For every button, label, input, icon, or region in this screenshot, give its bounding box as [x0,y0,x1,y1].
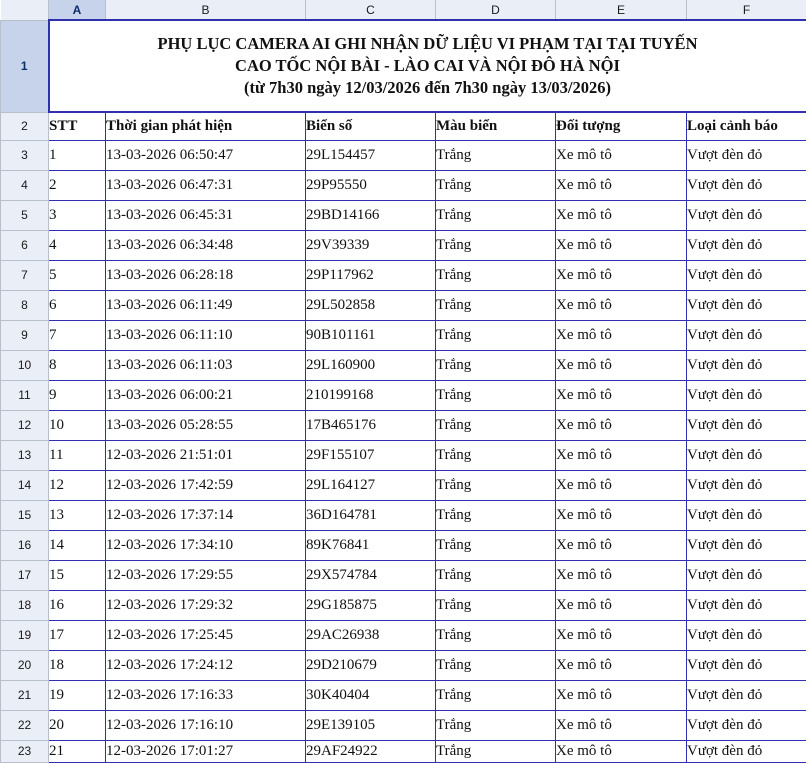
table-row[interactable] [1,230,806,260]
table-header-row[interactable] [1,112,806,140]
column-header-e[interactable]: E [556,0,687,20]
cell-stt[interactable]: 20 [49,710,106,740]
table-row[interactable] [1,590,806,620]
cell-plate-number[interactable]: 29F155107 [306,440,436,470]
cell-object[interactable]: Xe mô tô [556,560,687,590]
cell-stt[interactable]: 17 [49,620,106,650]
column-label-warning-type[interactable]: Loại cảnh báo [687,112,806,140]
cell-plate-number[interactable]: 29L154457 [306,140,436,170]
row-header-14[interactable]: 14 [1,470,49,500]
cell-stt[interactable]: 6 [49,290,106,320]
title-line-3: (từ 7h30 ngày 12/03/2026 đến 7h30 ngày 13/03/2026) [54,77,802,99]
cell-object[interactable]: Xe mô tô [556,230,687,260]
cell-stt[interactable]: 5 [49,260,106,290]
cell-stt[interactable]: 4 [49,230,106,260]
cell-stt[interactable]: 12 [49,470,106,500]
column-header-d[interactable]: D [436,0,556,20]
cell-plate-number[interactable]: 29BD14166 [306,200,436,230]
row-header-5[interactable]: 5 [1,200,49,230]
cell-object[interactable]: Xe mô tô [556,410,687,440]
cell-warning-type[interactable]: Vượt đèn đỏ [687,290,806,320]
column-label-detection-time[interactable]: Thời gian phát hiện [106,112,306,140]
row-header-13[interactable]: 13 [1,440,49,470]
cell-detection-time[interactable]: 12-03-2026 21:51:01 [106,440,306,470]
cell-stt[interactable]: 18 [49,650,106,680]
table-row[interactable] [1,20,806,112]
cell-plate-color[interactable]: Trắng [436,680,556,710]
cell-plate-color[interactable]: Trắng [436,290,556,320]
row-header-8[interactable]: 8 [1,290,49,320]
report-title[interactable] [49,20,806,112]
table-row[interactable] [1,350,806,380]
cell-warning-type[interactable]: Vượt đèn đỏ [687,740,806,762]
cell-stt[interactable]: 15 [49,560,106,590]
table-row[interactable] [1,260,806,290]
cell-plate-number[interactable]: 29P95550 [306,170,436,200]
cell-stt[interactable]: 11 [49,440,106,470]
cell-detection-time[interactable]: 12-03-2026 17:01:27 [106,740,306,762]
cell-detection-time[interactable]: 12-03-2026 17:29:55 [106,560,306,590]
cell-stt[interactable]: 13 [49,500,106,530]
cell-plate-number[interactable]: 29L160900 [306,350,436,380]
cell-warning-type[interactable]: Vượt đèn đỏ [687,440,806,470]
row-header-12[interactable]: 12 [1,410,49,440]
table-row[interactable] [1,440,806,470]
cell-object[interactable]: Xe mô tô [556,650,687,680]
cell-detection-time[interactable]: 12-03-2026 17:24:12 [106,650,306,680]
cell-plate-number[interactable]: 29P117962 [306,260,436,290]
cell-plate-number[interactable]: 210199168 [306,380,436,410]
cell-warning-type[interactable]: Vượt đèn đỏ [687,350,806,380]
column-header-a[interactable]: A [49,0,106,20]
cell-warning-type[interactable]: Vượt đèn đỏ [687,230,806,260]
table-row[interactable] [1,470,806,500]
cell-object[interactable]: Xe mô tô [556,440,687,470]
cell-plate-color[interactable]: Trắng [436,350,556,380]
cell-stt[interactable]: 14 [49,530,106,560]
column-label-object[interactable]: Đối tượng [556,112,687,140]
row-header-7[interactable]: 7 [1,260,49,290]
cell-warning-type[interactable]: Vượt đèn đỏ [687,650,806,680]
cell-plate-number[interactable]: 29V39339 [306,230,436,260]
cell-plate-color[interactable]: Trắng [436,560,556,590]
cell-plate-number[interactable]: 17B465176 [306,410,436,440]
cell-object[interactable]: Xe mô tô [556,590,687,620]
cell-object[interactable]: Xe mô tô [556,200,687,230]
cell-detection-time[interactable]: 13-03-2026 05:28:55 [106,410,306,440]
column-label-stt[interactable]: STT [49,112,106,140]
column-header-b[interactable]: B [106,0,306,20]
cell-plate-color[interactable]: Trắng [436,440,556,470]
cell-object[interactable]: Xe mô tô [556,740,687,762]
cell-object[interactable]: Xe mô tô [556,170,687,200]
cell-detection-time[interactable]: 12-03-2026 17:42:59 [106,470,306,500]
cell-detection-time[interactable]: 13-03-2026 06:34:48 [106,230,306,260]
table-row[interactable] [1,500,806,530]
cell-plate-number[interactable]: 29L502858 [306,290,436,320]
cell-plate-number[interactable]: 29L164127 [306,470,436,500]
cell-detection-time[interactable]: 13-03-2026 06:45:31 [106,200,306,230]
column-header-f[interactable]: F [687,0,806,20]
cell-detection-time[interactable]: 13-03-2026 06:11:49 [106,290,306,320]
table-row[interactable] [1,740,806,762]
cell-plate-color[interactable]: Trắng [436,650,556,680]
cell-warning-type[interactable]: Vượt đèn đỏ [687,530,806,560]
cell-warning-type[interactable]: Vượt đèn đỏ [687,560,806,590]
row-header-3[interactable]: 3 [1,140,49,170]
cell-warning-type[interactable]: Vượt đèn đỏ [687,620,806,650]
cell-plate-number[interactable]: 30K40404 [306,680,436,710]
cell-detection-time[interactable]: 13-03-2026 06:11:10 [106,320,306,350]
cell-plate-number[interactable]: 29G185875 [306,590,436,620]
cell-stt[interactable]: 3 [49,200,106,230]
table-row[interactable] [1,200,806,230]
cell-plate-color[interactable]: Trắng [436,320,556,350]
row-header-18[interactable]: 18 [1,590,49,620]
cell-detection-time[interactable]: 13-03-2026 06:00:21 [106,380,306,410]
row-header-4[interactable]: 4 [1,170,49,200]
cell-plate-color[interactable]: Trắng [436,470,556,500]
cell-detection-time[interactable]: 12-03-2026 17:16:10 [106,710,306,740]
row-header-16[interactable]: 16 [1,530,49,560]
cell-plate-color[interactable]: Trắng [436,200,556,230]
cell-plate-number[interactable]: 29E139105 [306,710,436,740]
cell-warning-type[interactable]: Vượt đèn đỏ [687,410,806,440]
cell-stt[interactable]: 7 [49,320,106,350]
cell-stt[interactable]: 1 [49,140,106,170]
cell-detection-time[interactable]: 12-03-2026 17:29:32 [106,590,306,620]
row-header-15[interactable]: 15 [1,500,49,530]
table-row[interactable] [1,320,806,350]
cell-plate-number[interactable]: 29AC26938 [306,620,436,650]
cell-plate-number[interactable]: 90B101161 [306,320,436,350]
cell-detection-time[interactable]: 13-03-2026 06:28:18 [106,260,306,290]
cell-plate-color[interactable]: Trắng [436,170,556,200]
cell-object[interactable]: Xe mô tô [556,470,687,500]
cell-warning-type[interactable]: Vượt đèn đỏ [687,320,806,350]
table-row[interactable] [1,650,806,680]
row-header-17[interactable]: 17 [1,560,49,590]
table-row[interactable] [1,680,806,710]
cell-stt[interactable]: 10 [49,410,106,440]
cell-warning-type[interactable]: Vượt đèn đỏ [687,260,806,290]
row-header-10[interactable]: 10 [1,350,49,380]
cell-detection-time[interactable]: 13-03-2026 06:11:03 [106,350,306,380]
cell-plate-number[interactable]: 29D210679 [306,650,436,680]
column-header-row [1,0,806,20]
cell-plate-color[interactable]: Trắng [436,260,556,290]
cell-warning-type[interactable]: Vượt đèn đỏ [687,200,806,230]
cell-object[interactable]: Xe mô tô [556,620,687,650]
table-row[interactable] [1,380,806,410]
table-row[interactable] [1,140,806,170]
cell-object[interactable]: Xe mô tô [556,680,687,710]
cell-detection-time[interactable]: 13-03-2026 06:47:31 [106,170,306,200]
cell-detection-time[interactable]: 12-03-2026 17:37:14 [106,500,306,530]
cell-warning-type[interactable]: Vượt đèn đỏ [687,470,806,500]
column-label-plate-number[interactable]: Biển số [306,112,436,140]
cell-stt[interactable]: 2 [49,170,106,200]
cell-plate-color[interactable]: Trắng [436,590,556,620]
cell-object[interactable]: Xe mô tô [556,380,687,410]
cell-warning-type[interactable]: Vượt đèn đỏ [687,380,806,410]
cell-detection-time[interactable]: 12-03-2026 17:34:10 [106,530,306,560]
cell-warning-type[interactable]: Vượt đèn đỏ [687,170,806,200]
cell-detection-time[interactable]: 13-03-2026 06:50:47 [106,140,306,170]
table-row[interactable] [1,410,806,440]
table-row[interactable] [1,290,806,320]
cell-warning-type[interactable]: Vượt đèn đỏ [687,500,806,530]
cell-object[interactable]: Xe mô tô [556,500,687,530]
cell-object[interactable]: Xe mô tô [556,530,687,560]
row-header-20[interactable]: 20 [1,650,49,680]
cell-plate-color[interactable]: Trắng [436,740,556,762]
cell-plate-color[interactable]: Trắng [436,380,556,410]
row-header-1[interactable]: 1 [1,20,49,112]
column-label-plate-color[interactable]: Màu biển [436,112,556,140]
table-row[interactable] [1,620,806,650]
row-header-2[interactable]: 2 [1,112,49,140]
title-line-1: PHỤ LỤC CAMERA AI GHI NHẬN DỮ LIỆU VI PHẠM TẠI TẠI TUYẾN [54,33,802,55]
cell-plate-number[interactable]: 29AF24922 [306,740,436,762]
cell-object[interactable]: Xe mô tô [556,260,687,290]
row-header-6[interactable]: 6 [1,230,49,260]
cell-plate-color[interactable]: Trắng [436,530,556,560]
table-row[interactable] [1,560,806,590]
cell-detection-time[interactable]: 12-03-2026 17:25:45 [106,620,306,650]
row-header-11[interactable]: 11 [1,380,49,410]
cell-warning-type[interactable]: Vượt đèn đỏ [687,590,806,620]
table-row[interactable] [1,170,806,200]
table-row[interactable] [1,530,806,560]
table-row[interactable] [1,710,806,740]
row-header-23[interactable]: 23 [1,740,49,762]
cell-stt[interactable]: 19 [49,680,106,710]
cell-object[interactable]: Xe mô tô [556,140,687,170]
cell-stt[interactable]: 8 [49,350,106,380]
title-line-2: CAO TỐC NỘI BÀI - LÀO CAI VÀ NỘI ĐÔ HÀ NỘI [54,55,802,77]
cell-warning-type[interactable]: Vượt đèn đỏ [687,710,806,740]
cell-plate-number[interactable]: 89K76841 [306,530,436,560]
cell-detection-time[interactable]: 12-03-2026 17:16:33 [106,680,306,710]
row-header-9[interactable]: 9 [1,320,49,350]
row-header-19[interactable]: 19 [1,620,49,650]
cell-warning-type[interactable]: Vượt đèn đỏ [687,680,806,710]
column-header-c[interactable]: C [306,0,436,20]
cell-plate-color[interactable]: Trắng [436,710,556,740]
cell-plate-color[interactable]: Trắng [436,230,556,260]
cell-stt[interactable]: 21 [49,740,106,762]
cell-object[interactable]: Xe mô tô [556,350,687,380]
row-header-21[interactable]: 21 [1,680,49,710]
cell-stt[interactable]: 9 [49,380,106,410]
cell-plate-number[interactable]: 36D164781 [306,500,436,530]
cell-plate-color[interactable]: Trắng [436,620,556,650]
cell-object[interactable]: Xe mô tô [556,710,687,740]
cell-plate-number[interactable]: 29X574784 [306,560,436,590]
cell-object[interactable]: Xe mô tô [556,320,687,350]
cell-plate-color[interactable]: Trắng [436,500,556,530]
cell-object[interactable]: Xe mô tô [556,290,687,320]
cell-plate-color[interactable]: Trắng [436,140,556,170]
cell-warning-type[interactable]: Vượt đèn đỏ [687,140,806,170]
cell-stt[interactable]: 16 [49,590,106,620]
row-header-22[interactable]: 22 [1,710,49,740]
select-all-corner[interactable] [1,0,49,20]
cell-plate-color[interactable]: Trắng [436,410,556,440]
